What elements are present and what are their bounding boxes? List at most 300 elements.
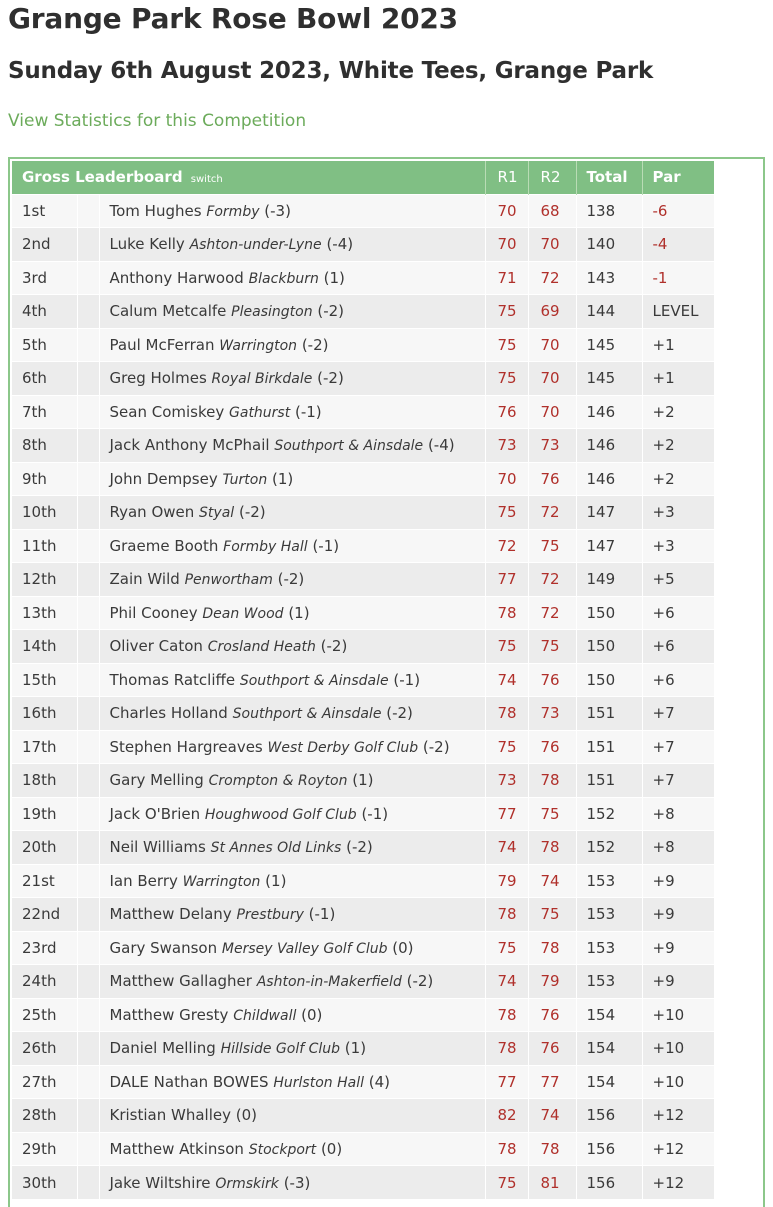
player-name: Graeme Booth bbox=[109, 536, 219, 555]
player-handicap: (-1) bbox=[295, 402, 322, 421]
spacer-cell bbox=[77, 295, 99, 329]
player-cell[interactable] bbox=[99, 596, 485, 630]
player-handicap: (-1) bbox=[393, 670, 421, 689]
total-score: 147 bbox=[576, 496, 642, 530]
player-handicap: (-2) bbox=[386, 704, 413, 723]
spacer-cell bbox=[77, 261, 99, 295]
par-score: +5 bbox=[642, 563, 714, 597]
table-row[interactable] bbox=[12, 663, 714, 697]
position-cell: 16th bbox=[12, 697, 77, 731]
round-2-score: 76 bbox=[528, 998, 576, 1032]
total-score: 153 bbox=[576, 864, 642, 898]
round-2-score: 75 bbox=[528, 630, 576, 664]
table-row[interactable] bbox=[12, 261, 714, 295]
round-2-score: 77 bbox=[528, 1065, 576, 1099]
player-cell[interactable] bbox=[99, 965, 485, 999]
spacer-cell bbox=[77, 1032, 99, 1066]
player-handicap: (0) bbox=[320, 1139, 343, 1158]
par-score: +2 bbox=[642, 429, 714, 463]
round-1-score: 78 bbox=[485, 596, 528, 630]
round-2-score: 68 bbox=[528, 194, 576, 228]
leaderboard-body bbox=[12, 194, 714, 1199]
round-1-score: 77 bbox=[485, 563, 528, 597]
player-cell[interactable] bbox=[99, 730, 485, 764]
spacer-cell bbox=[77, 563, 99, 597]
total-score: 153 bbox=[576, 931, 642, 965]
table-row[interactable] bbox=[12, 730, 714, 764]
position-cell: 2nd bbox=[12, 228, 77, 262]
column-header-par[interactable]: Par bbox=[642, 161, 714, 194]
total-score: 147 bbox=[576, 529, 642, 563]
leaderboard-panel bbox=[8, 157, 765, 1207]
position-cell: 28th bbox=[12, 1099, 77, 1133]
par-score: +6 bbox=[642, 596, 714, 630]
player-club: Houghwood Golf Club bbox=[204, 806, 357, 823]
position-cell: 30th bbox=[12, 1166, 77, 1200]
player-club: Southport & Ainsdale bbox=[274, 438, 424, 455]
player-cell[interactable] bbox=[99, 228, 485, 262]
leaderboard-table bbox=[12, 161, 714, 1199]
round-2-score: 76 bbox=[528, 663, 576, 697]
round-1-score: 79 bbox=[485, 864, 528, 898]
player-club: Warrington bbox=[219, 337, 298, 354]
player-handicap: (-1) bbox=[308, 905, 336, 924]
player-handicap: (-1) bbox=[361, 804, 389, 823]
player-club: Formby Hall bbox=[223, 538, 308, 555]
player-club: Southport & Ainsdale bbox=[239, 672, 389, 689]
player-name: Zain Wild bbox=[109, 570, 180, 589]
player-cell[interactable] bbox=[99, 529, 485, 563]
player-cell[interactable] bbox=[99, 931, 485, 965]
player-name: Neil Williams bbox=[109, 838, 206, 857]
round-1-score: 74 bbox=[485, 663, 528, 697]
par-score: +7 bbox=[642, 730, 714, 764]
player-name: Ian Berry bbox=[109, 871, 178, 890]
par-score: +2 bbox=[642, 395, 714, 429]
total-score: 152 bbox=[576, 797, 642, 831]
player-name: John Dempsey bbox=[109, 469, 218, 488]
player-club: Hurlston Hall bbox=[273, 1074, 364, 1091]
position-cell: 4th bbox=[12, 295, 77, 329]
player-name: DALE Nathan BOWES bbox=[109, 1072, 269, 1091]
player-handicap: (-3) bbox=[283, 1173, 311, 1192]
competition-title: Grange Park Rose Bowl 2023 bbox=[8, 2, 458, 35]
round-1-score: 70 bbox=[485, 194, 528, 228]
player-club: Turton bbox=[222, 471, 268, 488]
player-club: Stockport bbox=[248, 1141, 317, 1158]
round-2-score: 75 bbox=[528, 529, 576, 563]
spacer-cell bbox=[77, 797, 99, 831]
total-score: 150 bbox=[576, 630, 642, 664]
position-cell: 5th bbox=[12, 328, 77, 362]
table-row[interactable] bbox=[12, 797, 714, 831]
table-row[interactable] bbox=[12, 496, 714, 530]
player-handicap: (-2) bbox=[317, 369, 344, 388]
par-score: +7 bbox=[642, 764, 714, 798]
player-cell[interactable] bbox=[99, 797, 485, 831]
position-cell: 17th bbox=[12, 730, 77, 764]
position-cell: 27th bbox=[12, 1065, 77, 1099]
table-row[interactable] bbox=[12, 328, 714, 362]
par-score: +10 bbox=[642, 1032, 714, 1066]
player-handicap: (1) bbox=[265, 871, 287, 890]
round-1-score: 75 bbox=[485, 295, 528, 329]
table-row[interactable] bbox=[12, 429, 714, 463]
player-cell[interactable] bbox=[99, 864, 485, 898]
round-2-score: 72 bbox=[528, 496, 576, 530]
player-name: Jack O'Brien bbox=[109, 804, 201, 823]
player-cell[interactable] bbox=[99, 831, 485, 865]
player-club: Crosland Heath bbox=[207, 639, 316, 656]
player-handicap: (1) bbox=[288, 603, 310, 622]
position-cell: 8th bbox=[12, 429, 77, 463]
total-score: 146 bbox=[576, 462, 642, 496]
player-cell[interactable] bbox=[99, 496, 485, 530]
spacer-cell bbox=[77, 898, 99, 932]
spacer-cell bbox=[77, 730, 99, 764]
round-1-score: 78 bbox=[485, 1032, 528, 1066]
player-name: Thomas Ratcliffe bbox=[109, 670, 236, 689]
player-cell[interactable] bbox=[99, 395, 485, 429]
table-row[interactable] bbox=[12, 864, 714, 898]
player-cell[interactable] bbox=[99, 1032, 485, 1066]
round-2-score: 70 bbox=[528, 328, 576, 362]
par-score: -4 bbox=[642, 228, 714, 262]
par-score: +6 bbox=[642, 663, 714, 697]
player-name: Gary Melling bbox=[109, 771, 204, 790]
table-row[interactable] bbox=[12, 697, 714, 731]
round-1-score: 73 bbox=[485, 429, 528, 463]
player-club: Ashton-under-Lyne bbox=[189, 237, 322, 254]
position-cell: 29th bbox=[12, 1132, 77, 1166]
player-cell[interactable] bbox=[99, 462, 485, 496]
spacer-cell bbox=[77, 1132, 99, 1166]
player-handicap: (-2) bbox=[238, 503, 266, 522]
position-cell: 9th bbox=[12, 462, 77, 496]
spacer-cell bbox=[77, 362, 99, 396]
round-2-score: 72 bbox=[528, 261, 576, 295]
table-row[interactable] bbox=[12, 898, 714, 932]
player-club: Blackburn bbox=[248, 270, 319, 287]
player-name: Greg Holmes bbox=[109, 369, 207, 388]
total-score: 145 bbox=[576, 362, 642, 396]
position-cell: 21st bbox=[12, 864, 77, 898]
round-2-score: 70 bbox=[528, 395, 576, 429]
player-cell[interactable] bbox=[99, 194, 485, 228]
round-2-score: 76 bbox=[528, 462, 576, 496]
par-score: +1 bbox=[642, 328, 714, 362]
player-cell[interactable] bbox=[99, 663, 485, 697]
round-1-score: 75 bbox=[485, 328, 528, 362]
table-row[interactable] bbox=[12, 362, 714, 396]
player-name: Matthew Delany bbox=[109, 905, 232, 924]
table-row[interactable] bbox=[12, 1166, 714, 1200]
spacer-cell bbox=[77, 630, 99, 664]
spacer-cell bbox=[77, 328, 99, 362]
round-1-score: 76 bbox=[485, 395, 528, 429]
round-2-score: 73 bbox=[528, 429, 576, 463]
player-club: West Derby Golf Club bbox=[267, 739, 419, 756]
round-1-score: 77 bbox=[485, 1065, 528, 1099]
player-name: Paul McFerran bbox=[109, 335, 215, 354]
leaderboard-header-row bbox=[12, 161, 714, 194]
player-handicap: (-4) bbox=[427, 436, 455, 455]
par-score: +9 bbox=[642, 931, 714, 965]
player-handicap: (1) bbox=[271, 469, 294, 488]
total-score: 146 bbox=[576, 395, 642, 429]
table-row[interactable] bbox=[12, 596, 714, 630]
round-2-score: 74 bbox=[528, 1099, 576, 1133]
player-name: Phil Cooney bbox=[109, 603, 198, 622]
table-row[interactable] bbox=[12, 831, 714, 865]
round-2-score: 75 bbox=[528, 898, 576, 932]
player-name: Sean Comiskey bbox=[109, 402, 225, 421]
player-club: Ormskirk bbox=[215, 1175, 279, 1192]
par-score: +12 bbox=[642, 1132, 714, 1166]
column-header-r1[interactable]: R1 bbox=[485, 161, 528, 194]
round-2-score: 78 bbox=[528, 931, 576, 965]
player-name: Ryan Owen bbox=[109, 503, 195, 522]
column-header-total[interactable]: Total bbox=[576, 161, 642, 194]
total-score: 150 bbox=[576, 596, 642, 630]
par-score: +9 bbox=[642, 898, 714, 932]
par-score: +8 bbox=[642, 797, 714, 831]
column-header-r2[interactable]: R2 bbox=[528, 161, 576, 194]
table-row[interactable] bbox=[12, 1032, 714, 1066]
player-club: Pleasington bbox=[231, 304, 313, 321]
position-cell: 1st bbox=[12, 194, 77, 228]
round-1-score: 78 bbox=[485, 697, 528, 731]
player-handicap: (-1) bbox=[312, 536, 340, 555]
spacer-cell bbox=[77, 998, 99, 1032]
round-1-score: 75 bbox=[485, 931, 528, 965]
round-1-score: 75 bbox=[485, 1166, 528, 1200]
total-score: 143 bbox=[576, 261, 642, 295]
par-score: +10 bbox=[642, 1065, 714, 1099]
par-score: +3 bbox=[642, 529, 714, 563]
position-cell: 23rd bbox=[12, 931, 77, 965]
round-1-score: 74 bbox=[485, 965, 528, 999]
total-score: 146 bbox=[576, 429, 642, 463]
player-cell[interactable] bbox=[99, 898, 485, 932]
player-cell[interactable] bbox=[99, 630, 485, 664]
total-score: 153 bbox=[576, 898, 642, 932]
spacer-cell bbox=[77, 1166, 99, 1200]
player-cell[interactable] bbox=[99, 998, 485, 1032]
player-handicap: (-2) bbox=[320, 637, 348, 656]
round-2-score: 76 bbox=[528, 730, 576, 764]
position-cell: 14th bbox=[12, 630, 77, 664]
spacer-cell bbox=[77, 496, 99, 530]
player-name: Calum Metcalfe bbox=[109, 302, 227, 321]
round-2-score: 72 bbox=[528, 563, 576, 597]
spacer-cell bbox=[77, 697, 99, 731]
table-row[interactable] bbox=[12, 931, 714, 965]
player-cell[interactable] bbox=[99, 1065, 485, 1099]
player-name: Charles Holland bbox=[109, 704, 228, 723]
table-row[interactable] bbox=[12, 998, 714, 1032]
par-score: +2 bbox=[642, 462, 714, 496]
position-cell: 20th bbox=[12, 831, 77, 865]
spacer-cell bbox=[77, 529, 99, 563]
position-cell: 11th bbox=[12, 529, 77, 563]
spacer-cell bbox=[77, 1065, 99, 1099]
round-1-score: 75 bbox=[485, 496, 528, 530]
table-row[interactable] bbox=[12, 462, 714, 496]
position-cell: 19th bbox=[12, 797, 77, 831]
total-score: 138 bbox=[576, 194, 642, 228]
player-handicap: (0) bbox=[392, 938, 414, 957]
spacer-cell bbox=[77, 395, 99, 429]
round-1-score: 75 bbox=[485, 730, 528, 764]
par-score: +9 bbox=[642, 864, 714, 898]
player-handicap: (1) bbox=[323, 268, 345, 287]
total-score: 154 bbox=[576, 1032, 642, 1066]
round-1-score: 75 bbox=[485, 630, 528, 664]
table-row[interactable] bbox=[12, 228, 714, 262]
round-2-score: 70 bbox=[528, 228, 576, 262]
spacer-cell bbox=[77, 194, 99, 228]
view-statistics-link[interactable]: View Statistics for this Competition bbox=[8, 111, 307, 131]
round-2-score: 79 bbox=[528, 965, 576, 999]
par-score: +6 bbox=[642, 630, 714, 664]
spacer-cell bbox=[77, 228, 99, 262]
player-handicap: (-2) bbox=[406, 972, 434, 991]
player-club: Hillside Golf Club bbox=[220, 1041, 341, 1058]
player-cell[interactable] bbox=[99, 362, 485, 396]
table-row[interactable] bbox=[12, 1132, 714, 1166]
round-2-score: 73 bbox=[528, 697, 576, 731]
spacer-cell bbox=[77, 663, 99, 697]
player-club: St Annes Old Links bbox=[210, 840, 342, 857]
player-cell[interactable] bbox=[99, 563, 485, 597]
player-name: Oliver Caton bbox=[109, 637, 203, 656]
par-score: LEVEL bbox=[642, 295, 714, 329]
player-name: Stephen Hargreaves bbox=[109, 737, 263, 756]
par-score: +1 bbox=[642, 362, 714, 396]
total-score: 149 bbox=[576, 563, 642, 597]
round-1-score: 78 bbox=[485, 898, 528, 932]
table-row[interactable] bbox=[12, 764, 714, 798]
player-handicap: (-4) bbox=[326, 235, 354, 254]
player-handicap: (-2) bbox=[301, 335, 329, 354]
position-cell: 22nd bbox=[12, 898, 77, 932]
player-cell[interactable] bbox=[99, 1166, 485, 1200]
table-row[interactable] bbox=[12, 529, 714, 563]
player-cell[interactable] bbox=[99, 429, 485, 463]
round-2-score: 81 bbox=[528, 1166, 576, 1200]
player-cell[interactable] bbox=[99, 328, 485, 362]
player-club: Ashton-in-Makerfield bbox=[256, 974, 402, 991]
spacer-cell bbox=[77, 931, 99, 965]
player-name: Daniel Melling bbox=[109, 1039, 216, 1058]
par-score: +8 bbox=[642, 831, 714, 865]
player-cell[interactable] bbox=[99, 1132, 485, 1166]
position-cell: 15th bbox=[12, 663, 77, 697]
par-score: +10 bbox=[642, 998, 714, 1032]
round-2-score: 78 bbox=[528, 764, 576, 798]
spacer-cell bbox=[77, 429, 99, 463]
table-row[interactable] bbox=[12, 395, 714, 429]
round-2-score: 74 bbox=[528, 864, 576, 898]
player-cell[interactable] bbox=[99, 295, 485, 329]
total-score: 140 bbox=[576, 228, 642, 262]
competition-subtitle: Sunday 6th August 2023, White Tees, Grange Park bbox=[8, 58, 654, 84]
player-handicap: (0) bbox=[235, 1106, 258, 1125]
par-score: -1 bbox=[642, 261, 714, 295]
total-score: 154 bbox=[576, 1065, 642, 1099]
total-score: 156 bbox=[576, 1132, 642, 1166]
spacer-cell bbox=[77, 764, 99, 798]
player-club: Southport & Ainsdale bbox=[232, 706, 382, 723]
total-score: 153 bbox=[576, 965, 642, 999]
table-row[interactable] bbox=[12, 563, 714, 597]
player-cell[interactable] bbox=[99, 261, 485, 295]
position-cell: 18th bbox=[12, 764, 77, 798]
table-row[interactable] bbox=[12, 1065, 714, 1099]
position-cell: 10th bbox=[12, 496, 77, 530]
player-club: Childwall bbox=[233, 1007, 297, 1024]
player-club: Gathurst bbox=[229, 404, 291, 421]
switch-link[interactable]: switch bbox=[190, 174, 223, 186]
total-score: 156 bbox=[576, 1166, 642, 1200]
player-name: Anthony Harwood bbox=[109, 268, 244, 287]
player-name: Luke Kelly bbox=[109, 235, 185, 254]
round-1-score: 72 bbox=[485, 529, 528, 563]
round-1-score: 77 bbox=[485, 797, 528, 831]
player-club: Prestbury bbox=[236, 907, 304, 924]
player-handicap: (-3) bbox=[264, 201, 291, 220]
round-2-score: 76 bbox=[528, 1032, 576, 1066]
table-row[interactable] bbox=[12, 630, 714, 664]
round-1-score: 73 bbox=[485, 764, 528, 798]
spacer-cell bbox=[77, 462, 99, 496]
table-row[interactable] bbox=[12, 194, 714, 228]
player-cell[interactable] bbox=[99, 764, 485, 798]
spacer-cell bbox=[77, 596, 99, 630]
position-cell: 7th bbox=[12, 395, 77, 429]
par-score: -6 bbox=[642, 194, 714, 228]
position-cell: 6th bbox=[12, 362, 77, 396]
round-1-score: 74 bbox=[485, 831, 528, 865]
player-name: Tom Hughes bbox=[109, 201, 202, 220]
player-cell[interactable] bbox=[99, 1099, 485, 1133]
total-score: 154 bbox=[576, 998, 642, 1032]
player-name: Kristian Whalley bbox=[109, 1106, 231, 1125]
player-handicap: (1) bbox=[352, 771, 374, 790]
leaderboard-title-cell bbox=[12, 161, 485, 194]
total-score: 151 bbox=[576, 764, 642, 798]
spacer-cell bbox=[77, 864, 99, 898]
total-score: 151 bbox=[576, 697, 642, 731]
spacer-cell bbox=[77, 831, 99, 865]
round-1-score: 82 bbox=[485, 1099, 528, 1133]
player-club: Dean Wood bbox=[202, 605, 284, 622]
table-row[interactable] bbox=[12, 965, 714, 999]
player-handicap: (1) bbox=[344, 1039, 367, 1058]
par-score: +12 bbox=[642, 1166, 714, 1200]
position-cell: 26th bbox=[12, 1032, 77, 1066]
table-row[interactable] bbox=[12, 1099, 714, 1133]
total-score: 144 bbox=[576, 295, 642, 329]
position-cell: 13th bbox=[12, 596, 77, 630]
player-cell[interactable] bbox=[99, 697, 485, 731]
position-cell: 3rd bbox=[12, 261, 77, 295]
player-club: Warrington bbox=[182, 873, 261, 890]
table-row[interactable] bbox=[12, 295, 714, 329]
round-2-score: 78 bbox=[528, 1132, 576, 1166]
player-handicap: (-2) bbox=[422, 737, 450, 756]
